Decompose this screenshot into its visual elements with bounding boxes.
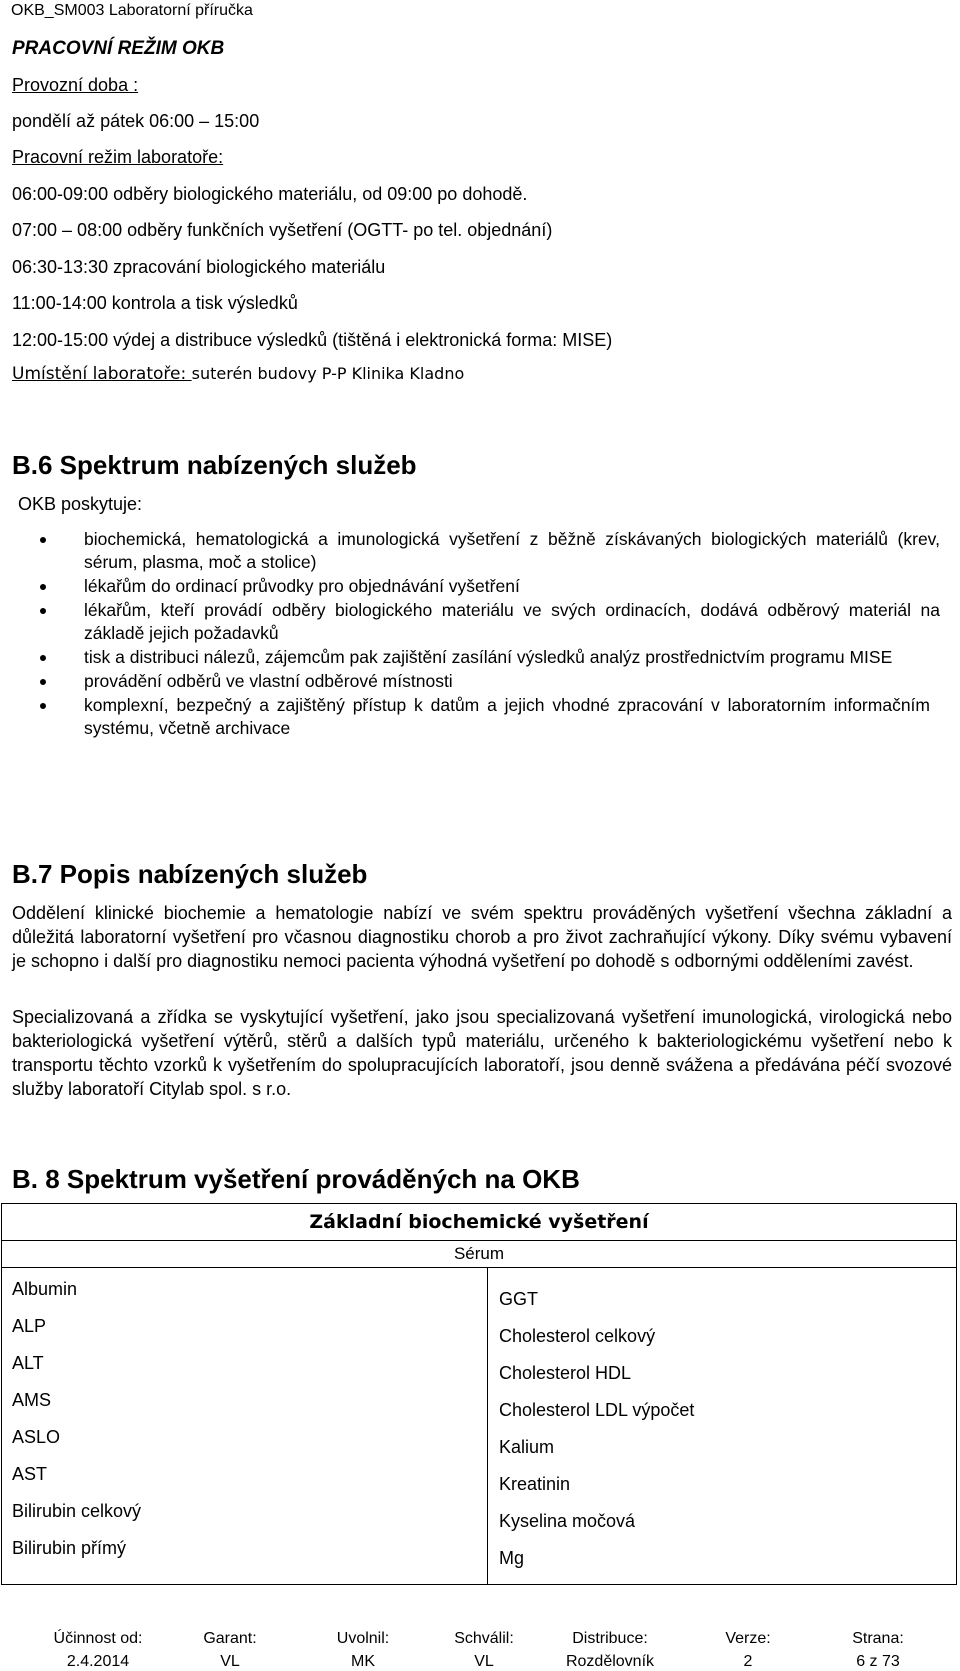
- schedule-line: 11:00-14:00 kontrola a tisk výsledků: [12, 293, 298, 313]
- list-item-text: tisk a distribuci nálezů, zájemcům pak zajištění zasílání výsledků analýz prostřednictvím programu MISE: [84, 647, 893, 667]
- exam-item: Bilirubin přímý: [12, 1538, 127, 1558]
- exam-item: Kalium: [499, 1437, 555, 1457]
- section-b6-intro: OKB poskytuje:: [18, 494, 143, 514]
- footer-value: VL: [220, 1653, 240, 1670]
- exam-item: Bilirubin celkový: [12, 1501, 142, 1521]
- exam-column-right: [488, 1268, 957, 1585]
- list-item: [40, 646, 940, 669]
- exam-item: Kreatinin: [499, 1474, 571, 1494]
- mode-title: PRACOVNÍ REŽIM OKB: [12, 38, 225, 59]
- exam-item: Cholesterol LDL výpočet: [499, 1400, 695, 1420]
- exam-table: [1, 1203, 957, 1585]
- exam-item: ALT: [12, 1353, 44, 1373]
- footer-label: Uvolnil:: [336, 1630, 390, 1647]
- b7-paragraph: Oddělení klinické biochemie a hematologie nabízí ve svém spektru prováděných vyšetření všechna základní a důležitá laboratorní vyšetření pro včasnou diagnostiku chorob a pro život zachraňující výkony. Díky svému vybavení je schopno i další pro diagnostiku nemoci pacienta výhodná vyšetření po dohodě s odbornými odděleními zavést.: [12, 903, 952, 971]
- bullet-icon: [40, 703, 46, 709]
- list-item-text: lékařům, kteří provádí odběry biologického materiálu ve svých ordinacích, dodává odběrový materiál na základě jejich požadavků: [84, 600, 940, 643]
- exam-item: Albumin: [12, 1279, 78, 1299]
- b7-paragraph: Specializovaná a zřídka se vyskytující vyšetření, jako jsou specializovaná vyšetření imunologická, virologická nebo bakteriologická vyšetření výtěrů, stěrů a dalších typů materiálu, určeného k bakteriologickému vyšetření nebo k transportu těchto vzorků k vyšetřením do spolupracujících laboratoří, jsou denně svážena a předávána péčí svozové služby laboratoří Citylab spol. s r.o.: [12, 1007, 952, 1099]
- exam-column-left: [2, 1268, 488, 1585]
- list-item: [40, 670, 940, 693]
- schedule-line: 12:00-15:00 výdej a distribuce výsledků (tištěná i elektronická forma: MISE): [12, 330, 613, 350]
- exam-item: Cholesterol HDL: [499, 1363, 632, 1383]
- list-item-text: komplexní, bezpečný a zajištěný přístup k datům a jejich vhodné zpracování v laboratorním informačním systému, včetně archivace: [84, 695, 930, 738]
- section-b6-title: B.6 Spektrum nabízených služeb: [12, 450, 417, 480]
- bullet-icon: [40, 679, 46, 685]
- list-item: [40, 575, 940, 598]
- schedule-line: 06:30-13:30 zpracování biologického materiálu: [12, 257, 386, 277]
- exam-item: ALP: [12, 1316, 47, 1336]
- list-item-text: lékařům do ordinací průvodky pro objednávání vyšetření: [84, 576, 520, 596]
- footer-label: Schválil:: [454, 1630, 514, 1647]
- exam-table-title: Základní biochemické vyšetření: [2, 1204, 957, 1241]
- bullet-icon: [40, 655, 46, 661]
- footer-value: 6 z 73: [856, 1653, 900, 1670]
- footer-value: 2: [743, 1653, 753, 1670]
- bullet-icon: [40, 608, 46, 614]
- bullet-icon: [40, 537, 46, 543]
- list-item: [40, 528, 940, 574]
- footer-value: MK: [351, 1653, 375, 1670]
- schedule-line: 06:00-09:00 odběry biologického materiálu, od 09:00 po dohodě.: [12, 184, 528, 204]
- document-footer: [0, 1630, 960, 1670]
- list-item: [40, 599, 940, 645]
- exam-item: AST: [12, 1464, 48, 1484]
- footer-label: Garant:: [203, 1630, 257, 1647]
- exam-table-subtitle: Sérum: [2, 1241, 957, 1268]
- lab-mode-label: Pracovní režim laboratoře:: [12, 147, 224, 167]
- hours-value: pondělí až pátek 06:00 – 15:00: [12, 111, 260, 131]
- services-list: [40, 528, 940, 741]
- footer-value: Rozdělovník: [565, 1653, 655, 1670]
- location-label: Umístění laboratoře:: [12, 364, 192, 384]
- exam-item: Kyselina močová: [499, 1511, 636, 1531]
- footer-label: Účinnost od:: [53, 1630, 143, 1647]
- exam-item: ASLO: [12, 1427, 61, 1447]
- bullet-icon: [40, 584, 46, 590]
- list-item-text: provádění odběrů ve vlastní odběrové místnosti: [84, 671, 453, 691]
- exam-item: Mg: [499, 1548, 525, 1568]
- exam-item: Cholesterol celkový: [499, 1326, 656, 1346]
- footer-label: Strana:: [852, 1630, 904, 1647]
- hours-label: Provozní doba :: [12, 75, 139, 95]
- schedule-line: 07:00 – 08:00 odběry funkčních vyšetření (OGTT- po tel. objednání): [12, 220, 553, 240]
- exam-item: GGT: [499, 1289, 538, 1309]
- footer-value: 2.4.2014: [66, 1653, 130, 1670]
- footer-label: Distribuce:: [572, 1630, 648, 1647]
- section-b8-title: B. 8 Spektrum vyšetření prováděných na OKB: [12, 1164, 580, 1194]
- location-row: [12, 364, 464, 384]
- list-item: [40, 694, 940, 740]
- footer-value: VL: [474, 1653, 494, 1670]
- document-header-title: OKB_SM003 Laboratorní příručka: [11, 2, 253, 19]
- list-item-text: biochemická, hematologická a imunologická vyšetření z běžně získávaných biologických materiálů (krev, sérum, plasma, moč a stolice): [84, 529, 940, 572]
- location-value: suterén budovy P-P Klinika Kladno: [191, 364, 465, 383]
- exam-item: AMS: [12, 1390, 52, 1410]
- section-b7-title: B.7 Popis nabízených služeb: [12, 859, 368, 889]
- footer-label: Verze:: [725, 1630, 771, 1647]
